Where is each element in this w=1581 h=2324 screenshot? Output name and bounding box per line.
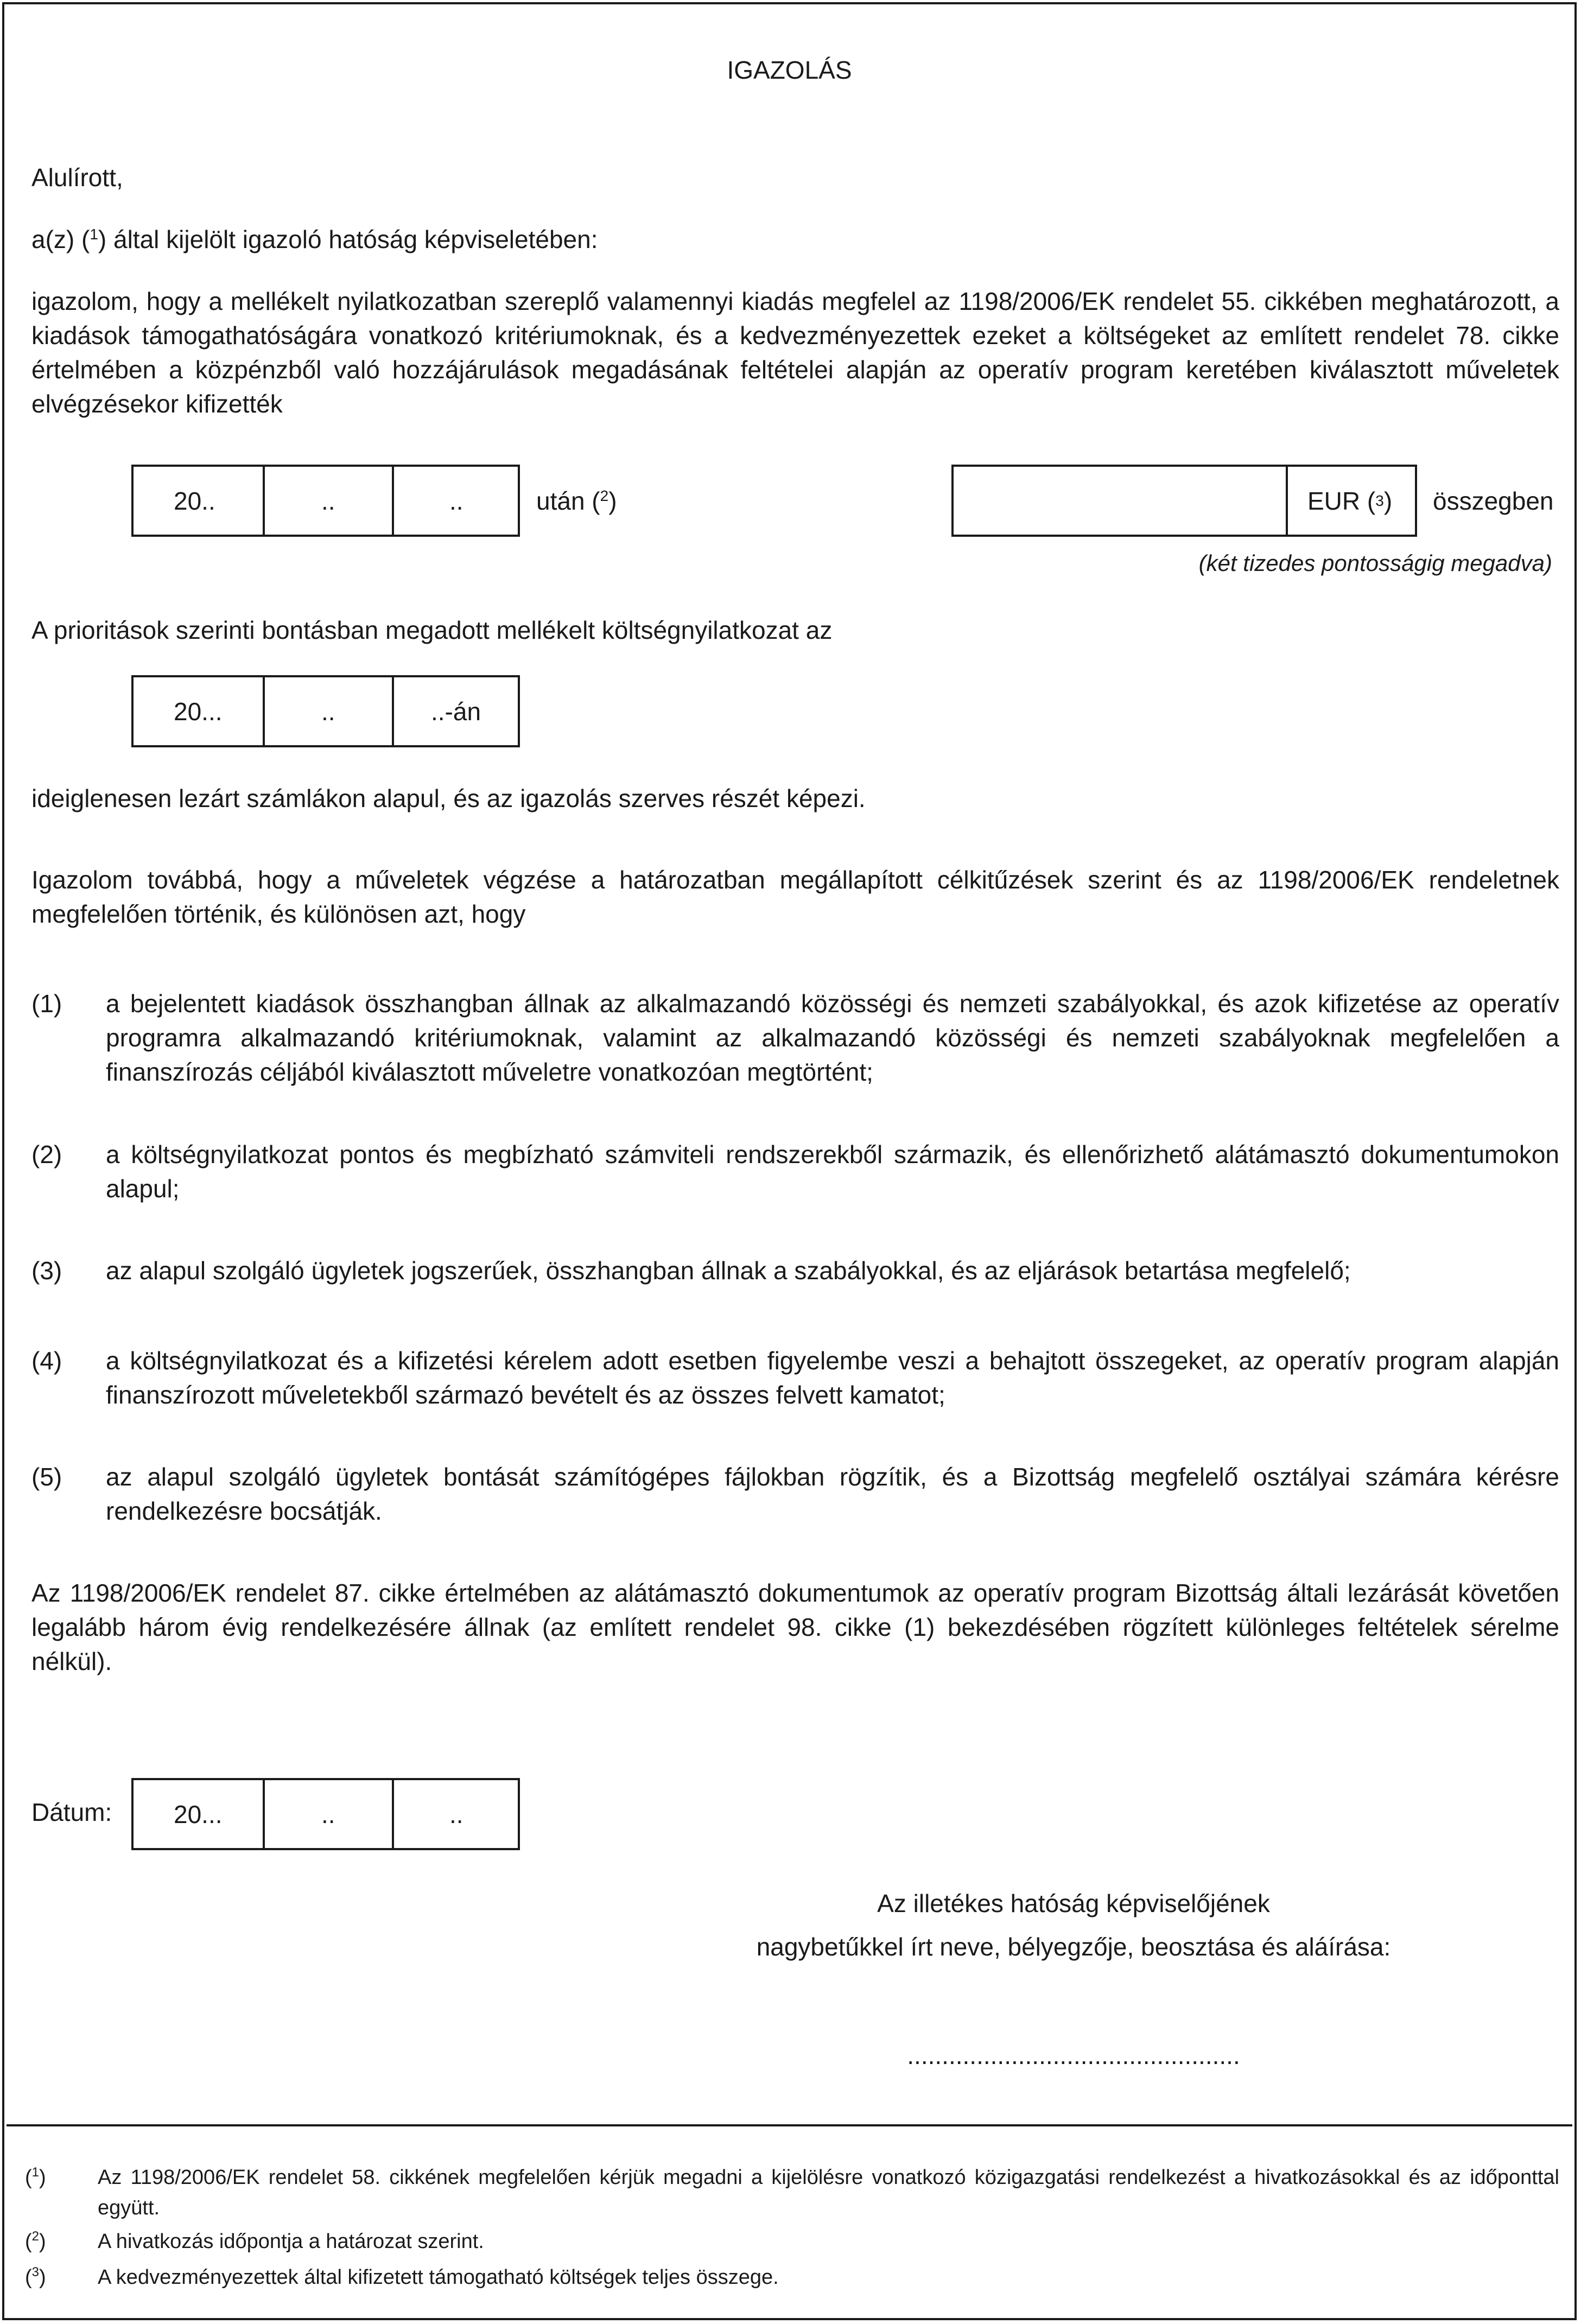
payment-date-day[interactable]: .. [392,467,518,535]
certification-paragraph: igazolom, hogy a mellékelt nyilatkozatban szereplő valamennyi kiadás megfelel az 1198/2006/EK rendelet 55. cikkében meghatározott, a kiadások támogathatóságára vonatkozó kritériumoknak, és a kedvezményezettek ezeket a költségeket az említett rendelet 78. cikke értelmében a közpénzből való hozzájárulások megadásának feltételei alapján az operatív program keretében kiválasztott műveletek elvégzésekor kifizették [31,287,1559,418]
closing-date-day[interactable]: ..-án [392,677,518,745]
list-item-text: az alapul szolgáló ügyletek jogszerűek, összhangban állnak a szabályokkal, és az eljárások betartása megfelelő; [106,1256,1351,1285]
currency-cell: EUR ( 3 ) [1286,467,1415,535]
footnote-marker: ($^1$) [25,2165,46,2189]
certificate-page [2,2,1577,2320]
signature-date-day[interactable]: .. [392,1780,518,1848]
temporary-accounts-text: ideiglenesen lezárt számlákon alapul, és az igazolás szerves részét képezi. [31,784,866,812]
closing-date-year[interactable]: 20... [174,697,223,726]
footnote-marker: ($^3$) [25,2265,46,2289]
closing-date-box[interactable] [131,675,520,747]
list-item-number: (4) [31,1347,62,1375]
further-certification-paragraph: Igazolom továbbá, hogy a műveletek végzése a határozatban megállapított célkitűzések szerint és az 1198/2006/EK rendeletnek megfelelően történik, és különösen azt, hogy [31,866,1559,928]
closing-paragraph: Az 1198/2006/EK rendelet 87. cikke értelmében az alátámasztó dokumentumok az operatív program Bizottság általi lezárását követően legalább három évig rendelkezésére állnak (az említett rendelet 98. cikke (1) bekezdésében rögzített különleges feltételek sérelme nélkül). [31,1579,1559,1675]
decimal-note: (két tizedes pontosságig megadva) [1198,550,1552,576]
signature-date-box[interactable] [131,1778,520,1850]
list-item-text: a költségnyilatkozat és a kifizetési kérelem adott esetben figyelembe veszi a behajtott összegeket, az operatív program alapján finanszírozott műveletekből származó bevételt és az összes felvett kamatot; [106,1347,1559,1409]
footnote-text: A kedvezményezettek által kifizetett támogatható költségek teljes összege. [98,2266,779,2289]
authority-line: a(z) ($^1$) által kijelölt igazoló hatóság képviseletében: [31,225,598,253]
payment-date-box[interactable] [131,465,520,537]
footnote-ref-2: 2 [600,487,609,504]
signature-date-year[interactable]: 20... [174,1800,223,1828]
priority-text: A prioritások szerinti bontásban megadott mellékelt költségnyilatkozat az [31,616,833,644]
list-item-text: a bejelentett kiadások összhangban állnak az alkalmazandó közösségi és nemzeti szabályokkal, és azok kifizetése az operatív programra alkalmazandó kritériumoknak, valamint az alkalmazandó közösségi és nemzeti szabályoknak megfelelően a finanszírozás céljából kiválasztott műveletre vonatkozóan megtörtént; [106,989,1559,1086]
closing-date-month[interactable]: .. [263,677,392,745]
footnote-divider [7,2124,1572,2126]
footnote-ref-1: 1 [90,226,98,243]
list-item-number: (3) [31,1256,62,1285]
footnote-text: A hivatkozás időpontja a határozat szerint. [98,2230,484,2253]
signature-dots[interactable]: ................................................ [907,2041,1240,2069]
list-item-number: (2) [31,1140,62,1169]
list-item-number: (1) [31,989,62,1018]
signature-caption-line2: nagybetűkkel írt neve, bélyegzője, beosztása és aláírása: [756,1933,1391,1961]
date-label: Dátum: [31,1798,112,1826]
payment-date-month[interactable]: .. [263,467,392,535]
amount-input[interactable] [954,467,1286,535]
after-date-label: után ($^2$) [536,487,617,515]
signature-caption-line1: Az illetékes hatóság képviselőjének [877,1889,1270,1917]
footnote-text: Az 1198/2006/EK rendelet 58. cikkének megfelelően kérjük megadni a kijelölésre vonatkozó közigazgatási rendelkezést a hivatkozásokkal és az időponttal együtt. [98,2166,1559,2219]
signature-date-month[interactable]: .. [263,1780,392,1848]
list-item-text: az alapul szolgáló ügyletek bontását számítógépes fájlokban rögzítik, és a Bizottság megfelelő osztályai számára kérésre rendelkezésre bocsátják. [106,1463,1559,1525]
payment-date-year[interactable]: 20.. [174,486,215,515]
list-item-text: a költségnyilatkozat pontos és megbízható számviteli rendszerekből származik, és ellenőrizhető alátámasztó dokumentumokon alapul; [106,1140,1559,1203]
amount-box[interactable] [951,465,1417,537]
document-title: IGAZOLÁS [727,56,852,84]
amount-label: összegben [1433,487,1554,515]
list-item-number: (5) [31,1463,62,1491]
undersigned-line: Alulírott, [31,163,123,192]
footnote-marker: ($^2$) [25,2229,46,2253]
